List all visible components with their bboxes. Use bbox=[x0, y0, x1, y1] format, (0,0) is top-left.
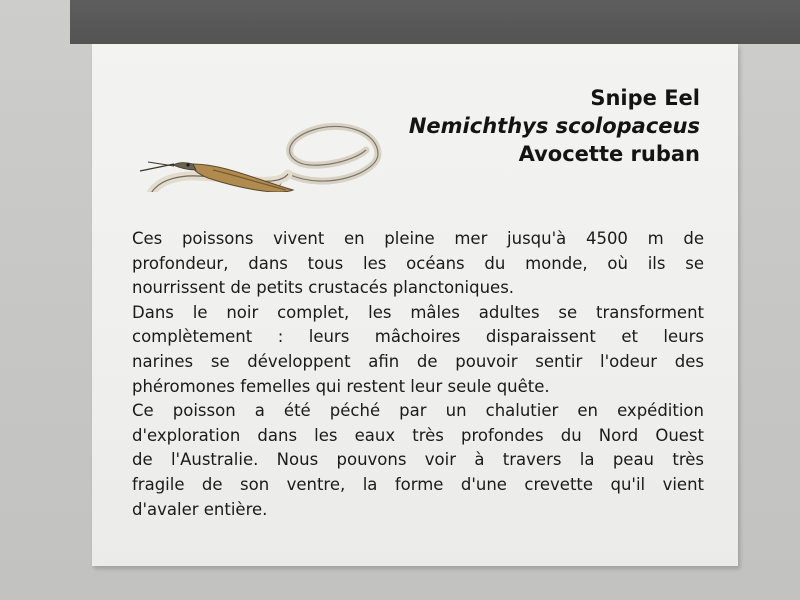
species-title-block bbox=[409, 84, 700, 168]
french-name: Avocette ruban bbox=[518, 142, 700, 166]
text-line: complètement : leurs mâchoires disparaissent et leurs bbox=[132, 327, 704, 347]
text-line: fragile de son ventre, la forme d'une crevette qu'il vient bbox=[132, 474, 704, 494]
wall-shadow-strip bbox=[70, 0, 800, 44]
paragraph-males bbox=[132, 301, 704, 399]
text-line: Dans le noir complet, les mâles adultes se transforment bbox=[132, 302, 704, 322]
description-text bbox=[132, 227, 704, 522]
snipe-eel-illustration-icon bbox=[138, 102, 388, 192]
text-line: profondeur, dans tous les océans du monde, où ils se bbox=[132, 253, 704, 273]
text-line: nourrissent de petits crustacés planctoniques. bbox=[132, 278, 515, 298]
text-line: d'exploration dans les eaux très profondes du Nord Ouest bbox=[132, 425, 704, 445]
museum-label-card bbox=[92, 44, 738, 566]
text-line: narines se développent afin de pouvoir sentir l'odeur des bbox=[132, 351, 704, 371]
paragraph-specimen bbox=[132, 399, 704, 522]
common-name: Snipe Eel bbox=[590, 86, 700, 110]
text-line: de l'Australie. Nous pouvons voir à travers la peau très bbox=[132, 450, 704, 470]
text-line: d'avaler entière. bbox=[132, 499, 268, 519]
paragraph-habitat bbox=[132, 227, 704, 301]
text-line: Ces poissons vivent en pleine mer jusqu'à 4500 m de bbox=[132, 229, 704, 248]
text-line: phéromones femelles qui restent leur seule quête. bbox=[132, 376, 550, 396]
text-line: Ce poisson a été péché par un chalutier en expédition bbox=[132, 401, 704, 421]
scientific-name: Nemichthys scolopaceus bbox=[408, 114, 700, 138]
